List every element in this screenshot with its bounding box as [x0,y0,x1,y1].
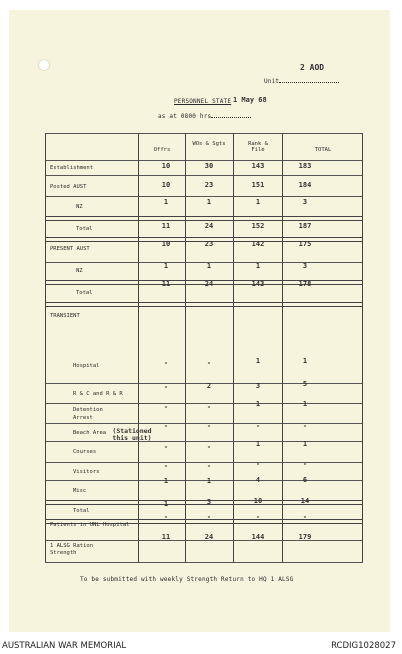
cell-value: - [163,462,169,470]
cell-value: 151 [251,181,265,189]
unit-number: 2 AOD [300,63,325,72]
cell-value: 1 [302,440,308,448]
archive-footer [0,638,402,654]
cell-value: - [163,422,169,430]
cell-value: 24 [204,222,214,230]
cell-value: 24 [204,533,214,541]
row-label-present-total: Total [76,290,93,296]
column-divider [138,133,139,562]
cell-value: - [206,462,212,470]
cell-value: 1 [302,357,308,365]
cell-value: - [255,460,261,468]
row-label-courses: Courses [73,449,97,455]
handwritten-date: 1 May 68 [233,96,267,104]
cell-value: 3 [206,498,212,506]
cell-value: - [163,359,169,367]
row-label-transient-total: Total [73,508,90,514]
column-header-total: TOTAL [314,147,332,153]
cell-value: - [302,460,308,468]
cell-value: 152 [251,222,265,230]
cell-value: 3 [302,262,308,270]
cell-value: 3 [302,198,308,206]
cell-value: 2 [206,382,212,390]
cell-value: - [206,513,212,521]
cell-value: 1 [163,500,169,508]
cell-value: - [163,403,169,411]
cell-value: 6 [302,476,308,484]
punch-hole [38,59,50,71]
column-divider [362,133,363,562]
cell-value: 11 [161,280,171,288]
cell-value: 11 [161,533,171,541]
column-header-rank-file: Rank & File [248,141,268,153]
handwritten-beach-note: (Stationed this unit) [112,427,152,442]
table-top-border [45,133,363,134]
row-label-establishment: Establishment [50,165,94,171]
cell-value: 178 [298,280,312,288]
row-label-detention: Detention Arrest [73,407,103,421]
cell-value: - [302,513,308,521]
cell-value: 10 [161,240,171,248]
table-bottom-border [45,562,363,563]
cell-value: 183 [298,162,312,170]
row-label-rc-rr: R & C and R & R [73,391,123,397]
cell-value: - [302,422,308,430]
cell-value: 175 [298,240,312,248]
row-label-posted-aust: Posted AUST [50,184,87,190]
header-divider [45,160,363,161]
cell-value: 1 [206,262,212,270]
cell-value: 1 [163,262,169,270]
cell-value: 184 [298,181,312,189]
row-label-transient: TRANSIENT [50,313,80,319]
row-label-patients: Patients in UNL Hospital [50,522,130,528]
cell-value: 24 [204,280,214,288]
cell-value: 1 [206,198,212,206]
time-label: as at 0800 hrs [158,113,251,120]
row-label-visitors: Visitors [73,469,100,475]
cell-value: - [163,443,169,451]
cell-value: - [255,422,261,430]
unit-label: Unit [264,78,339,85]
row-label-present-aust: PRESENT AUST [50,246,90,252]
row-label-hospital: Hospital [73,363,100,369]
archive-name: AUSTRALIAN WAR MEMORIAL [2,641,127,651]
row-label-ration-strength: 1 ALSG Ration Strength [50,543,94,556]
cell-value: 1 [255,262,261,270]
cell-value: 143 [251,280,265,288]
form-title: PERSONNEL STATE [174,98,232,105]
column-divider [233,133,234,562]
cell-value: 10 [253,497,263,505]
cell-value: 23 [204,181,214,189]
cell-value: 11 [161,222,171,230]
cell-value: 1 [255,400,261,408]
row-divider [45,175,363,176]
cell-value: - [206,403,212,411]
cell-value: 1 [255,198,261,206]
cell-value: 3 [255,382,261,390]
row-divider [45,216,363,221]
column-header-offrs: Offrs [153,147,171,153]
cell-value: - [255,513,261,521]
column-header-wos-sgts: WOs & Sgts [192,141,226,147]
cell-value: - [206,443,212,451]
row-label-misc: Misc [73,488,87,494]
cell-value: 143 [251,162,265,170]
cell-value: 1 [302,400,308,408]
footnote: To be submitted with weekly Strength Return to HQ 1 ALSG [80,576,294,583]
archive-reference: RCDIG1028027 [331,641,396,651]
cell-value: 30 [204,162,214,170]
cell-value: 1 [163,198,169,206]
cell-value: 144 [251,533,265,541]
cell-value: - [206,359,212,367]
cell-value: 1 [206,477,212,485]
cell-value: - [163,383,169,391]
cell-value: 14 [300,497,310,505]
cell-value: 10 [161,162,171,170]
cell-value: 10 [161,181,171,189]
row-divider [45,302,363,307]
cell-value: 1 [255,440,261,448]
cell-value: 179 [298,533,312,541]
column-divider [45,133,46,562]
row-label-beach-area: Beach Area [73,430,107,436]
row-label-posted-nz: NZ [76,204,83,210]
row-label-present-nz: NZ [76,268,83,274]
cell-value: 142 [251,240,265,248]
column-divider [282,133,283,562]
cell-value: 23 [204,240,214,248]
row-label-posted-total: Total [76,226,93,232]
cell-value: - [163,513,169,521]
cell-value: - [206,422,212,430]
cell-value: 1 [163,477,169,485]
cell-value: 1 [255,357,261,365]
row-divider [45,196,363,197]
cell-value: 4 [255,476,261,484]
cell-value: 187 [298,222,312,230]
cell-value: 5 [302,380,308,388]
